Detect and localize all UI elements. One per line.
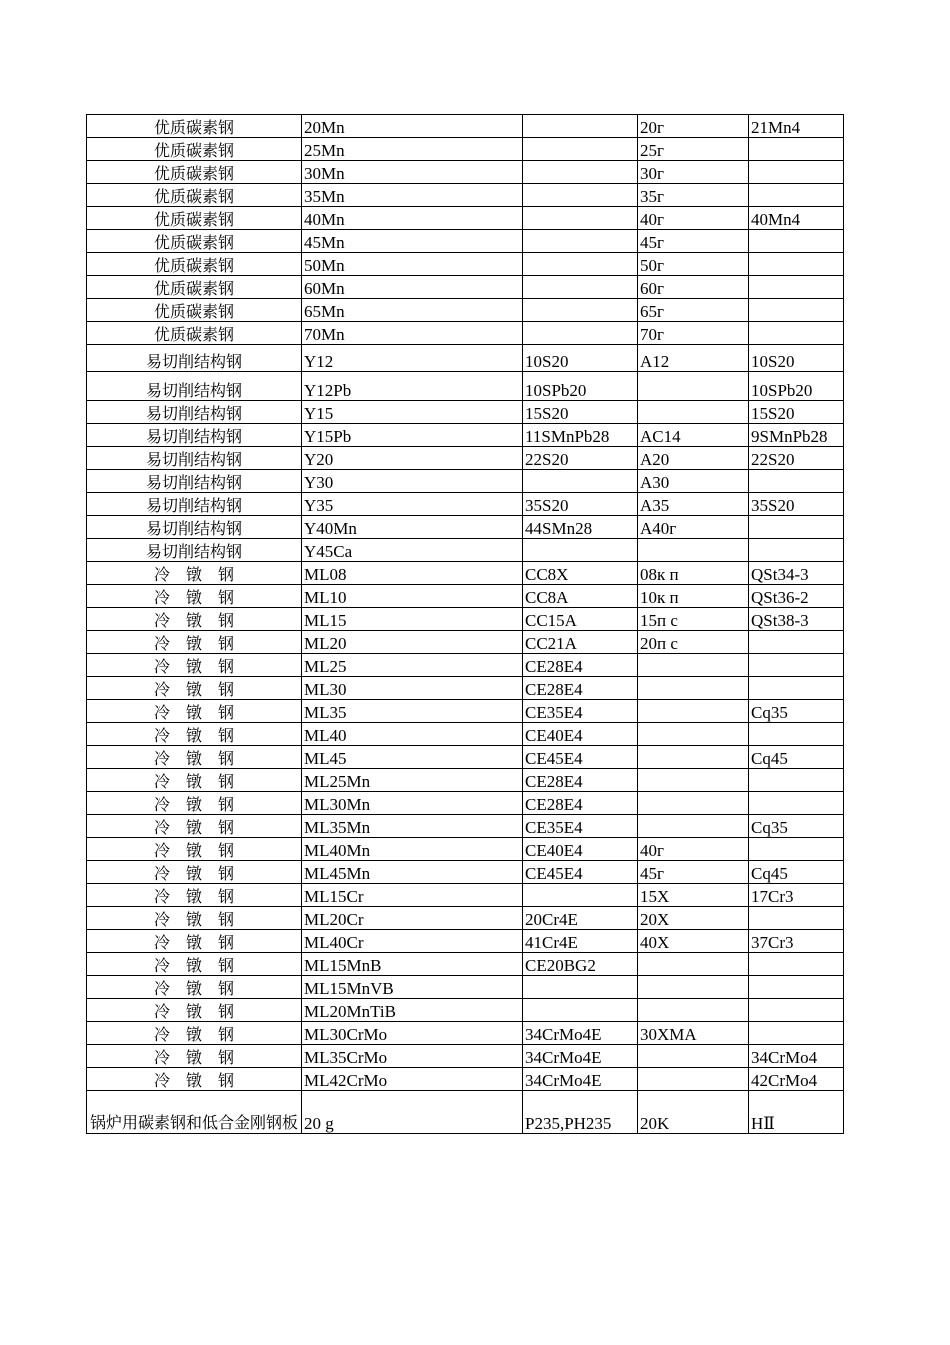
grade-cell-col3: 35г — [638, 184, 749, 207]
grade-cell-col3: A12 — [638, 345, 749, 372]
grade-cell-col4 — [749, 792, 844, 815]
grade-cell-col3: 45г — [638, 861, 749, 884]
grade-cell-col1: 45Mn — [302, 230, 523, 253]
grade-cell-col2 — [523, 976, 638, 999]
grade-cell-col4: 40Mn4 — [749, 207, 844, 230]
grade-cell-col3 — [638, 746, 749, 769]
grade-cell-col4: 21Mn4 — [749, 115, 844, 138]
grade-cell-col2 — [523, 276, 638, 299]
category-cell: 冷 镦 钢 — [87, 838, 302, 861]
grade-cell-col2: 15S20 — [523, 401, 638, 424]
table-row — [87, 585, 844, 608]
grade-cell-col3: 40X — [638, 930, 749, 953]
grade-cell-col1: ML35CrMo — [302, 1045, 523, 1068]
grade-cell-col4 — [749, 976, 844, 999]
grade-cell-col4: Cq35 — [749, 700, 844, 723]
category-cell: 优质碳素钢 — [87, 299, 302, 322]
grade-cell-col1: ML15MnB — [302, 953, 523, 976]
grade-cell-col4: QSt38-3 — [749, 608, 844, 631]
grade-cell-col2: CE20BG2 — [523, 953, 638, 976]
grade-cell-col1: ML20 — [302, 631, 523, 654]
category-cell: 易切削结构钢 — [87, 401, 302, 424]
grade-cell-col4: 35S20 — [749, 493, 844, 516]
grade-cell-col1: 20Mn — [302, 115, 523, 138]
category-cell: 易切削结构钢 — [87, 372, 302, 401]
table-row — [87, 1045, 844, 1068]
grade-cell-col4 — [749, 276, 844, 299]
grade-cell-col3 — [638, 953, 749, 976]
grade-cell-col2: 10SPb20 — [523, 372, 638, 401]
table-row — [87, 723, 844, 746]
grade-cell-col2 — [523, 184, 638, 207]
grade-cell-col1: 40Mn — [302, 207, 523, 230]
table-row — [87, 608, 844, 631]
grade-cell-col1: ML15MnVB — [302, 976, 523, 999]
grade-cell-col1: Y45Ca — [302, 539, 523, 562]
grade-cell-col3: 60г — [638, 276, 749, 299]
category-cell: 冷 镦 钢 — [87, 654, 302, 677]
grade-cell-col4 — [749, 470, 844, 493]
table-row — [87, 161, 844, 184]
grade-cell-col3: 10к п — [638, 585, 749, 608]
grade-cell-col3 — [638, 372, 749, 401]
table-row — [87, 1091, 844, 1134]
table-row — [87, 115, 844, 138]
table-row — [87, 470, 844, 493]
table-row — [87, 184, 844, 207]
grade-cell-col2: 34CrMo4E — [523, 1068, 638, 1091]
category-cell: 易切削结构钢 — [87, 470, 302, 493]
grade-cell-col3: 30XMA — [638, 1022, 749, 1045]
grade-cell-col4 — [749, 999, 844, 1022]
table-row — [87, 447, 844, 470]
grade-cell-col3: 08к п — [638, 562, 749, 585]
grade-cell-col3 — [638, 723, 749, 746]
grade-cell-col1: ML40Mn — [302, 838, 523, 861]
grade-cell-col1: ML08 — [302, 562, 523, 585]
grade-cell-col3 — [638, 1068, 749, 1091]
grade-cell-col1: Y15Pb — [302, 424, 523, 447]
grade-cell-col4 — [749, 677, 844, 700]
grade-cell-col3: 15п с — [638, 608, 749, 631]
grade-cell-col2 — [523, 999, 638, 1022]
grade-cell-col3 — [638, 700, 749, 723]
grade-cell-col4: 37Cr3 — [749, 930, 844, 953]
grade-cell-col3: 20г — [638, 115, 749, 138]
category-cell: 冷 镦 钢 — [87, 907, 302, 930]
category-cell: 冷 镦 钢 — [87, 861, 302, 884]
table-row — [87, 769, 844, 792]
category-cell: 优质碳素钢 — [87, 184, 302, 207]
grade-cell-col3: A40г — [638, 516, 749, 539]
category-cell: 优质碳素钢 — [87, 207, 302, 230]
grade-cell-col3: 15X — [638, 884, 749, 907]
grade-cell-col3: 20п с — [638, 631, 749, 654]
grade-cell-col4: 9SMnPb28 — [749, 424, 844, 447]
grade-cell-col4 — [749, 838, 844, 861]
grade-cell-col1: ML40 — [302, 723, 523, 746]
table-row — [87, 322, 844, 345]
grade-cell-col1: Y35 — [302, 493, 523, 516]
grade-cell-col1: 25Mn — [302, 138, 523, 161]
category-cell: 冷 镦 钢 — [87, 700, 302, 723]
grade-cell-col1: ML25Mn — [302, 769, 523, 792]
table-row — [87, 1022, 844, 1045]
grade-cell-col2 — [523, 253, 638, 276]
grade-cell-col2: 34CrMo4E — [523, 1045, 638, 1068]
category-cell: 冷 镦 钢 — [87, 677, 302, 700]
grade-cell-col3 — [638, 999, 749, 1022]
category-cell: 优质碳素钢 — [87, 322, 302, 345]
category-cell: 易切削结构钢 — [87, 539, 302, 562]
table-row — [87, 401, 844, 424]
grade-cell-col3: A30 — [638, 470, 749, 493]
table-row — [87, 562, 844, 585]
grade-cell-col2: CE28E4 — [523, 792, 638, 815]
grade-cell-col1: Y30 — [302, 470, 523, 493]
grade-cell-col4 — [749, 907, 844, 930]
grade-cell-col4: Cq35 — [749, 815, 844, 838]
grade-cell-col1: 65Mn — [302, 299, 523, 322]
grade-cell-col2: CE28E4 — [523, 654, 638, 677]
table-row — [87, 654, 844, 677]
category-cell: 冷 镦 钢 — [87, 976, 302, 999]
grade-cell-col1: Y12 — [302, 345, 523, 372]
grade-cell-col3: 40г — [638, 207, 749, 230]
grade-cell-col2: CC8A — [523, 585, 638, 608]
table-row — [87, 424, 844, 447]
grade-cell-col3 — [638, 769, 749, 792]
grade-cell-col4: 22S20 — [749, 447, 844, 470]
grade-cell-col4 — [749, 299, 844, 322]
category-cell: 优质碳素钢 — [87, 276, 302, 299]
category-cell: 锅炉用碳素钢和低合金刚钢板 — [87, 1091, 302, 1134]
grade-cell-col3: 65г — [638, 299, 749, 322]
table-row — [87, 539, 844, 562]
grade-cell-col4 — [749, 539, 844, 562]
grade-cell-col2: CE40E4 — [523, 838, 638, 861]
grade-cell-col1: ML42CrMo — [302, 1068, 523, 1091]
grade-cell-col4 — [749, 769, 844, 792]
grade-cell-col1: ML20Cr — [302, 907, 523, 930]
grade-cell-col2: CC15A — [523, 608, 638, 631]
grade-cell-col3 — [638, 815, 749, 838]
grade-cell-col1: 20 g — [302, 1091, 523, 1134]
grade-cell-col4 — [749, 654, 844, 677]
category-cell: 冷 镦 钢 — [87, 1045, 302, 1068]
grade-cell-col3: 70г — [638, 322, 749, 345]
grade-cell-col2 — [523, 539, 638, 562]
grade-cell-col4 — [749, 230, 844, 253]
category-cell: 易切削结构钢 — [87, 493, 302, 516]
grade-cell-col1: ML30 — [302, 677, 523, 700]
category-cell: 优质碳素钢 — [87, 161, 302, 184]
table-row — [87, 930, 844, 953]
table-row — [87, 838, 844, 861]
grade-cell-col4 — [749, 516, 844, 539]
table-row — [87, 953, 844, 976]
grade-cell-col2: CE28E4 — [523, 769, 638, 792]
table-body — [87, 115, 844, 1134]
grade-cell-col3: 50г — [638, 253, 749, 276]
category-cell: 冷 镦 钢 — [87, 884, 302, 907]
grade-cell-col2: 11SMnPb28 — [523, 424, 638, 447]
category-cell: 冷 镦 钢 — [87, 1022, 302, 1045]
grade-cell-col2: 10S20 — [523, 345, 638, 372]
grade-cell-col1: ML25 — [302, 654, 523, 677]
category-cell: 冷 镦 钢 — [87, 815, 302, 838]
grade-cell-col3 — [638, 539, 749, 562]
grade-cell-col1: ML20MnTiB — [302, 999, 523, 1022]
grade-cell-col2: 41Cr4E — [523, 930, 638, 953]
table-row — [87, 907, 844, 930]
grade-cell-col4 — [749, 184, 844, 207]
grade-cell-col2: 22S20 — [523, 447, 638, 470]
grade-cell-col3 — [638, 792, 749, 815]
table-row — [87, 253, 844, 276]
table-row — [87, 861, 844, 884]
grade-cell-col4: 17Cr3 — [749, 884, 844, 907]
category-cell: 冷 镦 钢 — [87, 930, 302, 953]
table-row — [87, 1068, 844, 1091]
grade-cell-col1: 70Mn — [302, 322, 523, 345]
grade-cell-col3 — [638, 654, 749, 677]
category-cell: 冷 镦 钢 — [87, 1068, 302, 1091]
grade-cell-col1: ML30Mn — [302, 792, 523, 815]
grade-cell-col4: Cq45 — [749, 746, 844, 769]
category-cell: 冷 镦 钢 — [87, 723, 302, 746]
category-cell: 优质碳素钢 — [87, 115, 302, 138]
grade-cell-col2 — [523, 322, 638, 345]
table-row — [87, 207, 844, 230]
grade-cell-col2: CE40E4 — [523, 723, 638, 746]
grade-cell-col3: 45г — [638, 230, 749, 253]
category-cell: 冷 镦 钢 — [87, 608, 302, 631]
table-row — [87, 493, 844, 516]
table-row — [87, 976, 844, 999]
grade-cell-col2 — [523, 161, 638, 184]
grade-cell-col2 — [523, 115, 638, 138]
category-cell: 冷 镦 钢 — [87, 562, 302, 585]
grade-cell-col3 — [638, 976, 749, 999]
grade-cell-col1: ML45Mn — [302, 861, 523, 884]
grade-cell-col4 — [749, 953, 844, 976]
grade-cell-col4 — [749, 723, 844, 746]
table-row — [87, 700, 844, 723]
table-row — [87, 999, 844, 1022]
grade-cell-col4 — [749, 161, 844, 184]
category-cell: 易切削结构钢 — [87, 447, 302, 470]
grade-cell-col2: 35S20 — [523, 493, 638, 516]
table-row — [87, 276, 844, 299]
grade-cell-col3 — [638, 1045, 749, 1068]
grade-cell-col3: A20 — [638, 447, 749, 470]
grade-cell-col1: Y40Mn — [302, 516, 523, 539]
grade-cell-col3: 40г — [638, 838, 749, 861]
grade-cell-col1: Y12Pb — [302, 372, 523, 401]
category-cell: 易切削结构钢 — [87, 345, 302, 372]
grade-cell-col2: P235,PH235 — [523, 1091, 638, 1134]
grade-cell-col3: A35 — [638, 493, 749, 516]
grade-cell-col3 — [638, 677, 749, 700]
table-row — [87, 884, 844, 907]
category-cell: 易切削结构钢 — [87, 516, 302, 539]
grade-cell-col2: 44SMn28 — [523, 516, 638, 539]
grade-cell-col2: 34CrMo4E — [523, 1022, 638, 1045]
grade-cell-col1: Y20 — [302, 447, 523, 470]
grade-cell-col2: CE28E4 — [523, 677, 638, 700]
grade-cell-col1: 35Mn — [302, 184, 523, 207]
category-cell: 优质碳素钢 — [87, 230, 302, 253]
grade-cell-col3: 20X — [638, 907, 749, 930]
grade-cell-col4: 10S20 — [749, 345, 844, 372]
grade-cell-col1: ML35 — [302, 700, 523, 723]
table-row — [87, 345, 844, 372]
grade-cell-col4 — [749, 1022, 844, 1045]
category-cell: 易切削结构钢 — [87, 424, 302, 447]
grade-cell-col1: Y15 — [302, 401, 523, 424]
grade-cell-col2: CC21A — [523, 631, 638, 654]
table-row — [87, 792, 844, 815]
grade-cell-col4: HⅡ — [749, 1091, 844, 1134]
table-row — [87, 299, 844, 322]
grade-cell-col1: ML15 — [302, 608, 523, 631]
grade-cell-col2 — [523, 207, 638, 230]
table-row — [87, 677, 844, 700]
category-cell: 冷 镦 钢 — [87, 585, 302, 608]
table-row — [87, 138, 844, 161]
grade-cell-col2: CE45E4 — [523, 746, 638, 769]
grade-cell-col4 — [749, 322, 844, 345]
grade-cell-col2: CE45E4 — [523, 861, 638, 884]
grade-cell-col4: QSt36-2 — [749, 585, 844, 608]
category-cell: 冷 镦 钢 — [87, 746, 302, 769]
grade-cell-col4: 34CrMo4 — [749, 1045, 844, 1068]
table-row — [87, 746, 844, 769]
category-cell: 优质碳素钢 — [87, 253, 302, 276]
grade-cell-col1: ML40Cr — [302, 930, 523, 953]
table-row — [87, 372, 844, 401]
grade-cell-col4: QSt34-3 — [749, 562, 844, 585]
grade-cell-col2: CC8X — [523, 562, 638, 585]
table-row — [87, 631, 844, 654]
grade-cell-col3: 25г — [638, 138, 749, 161]
grade-cell-col1: 50Mn — [302, 253, 523, 276]
category-cell: 冷 镦 钢 — [87, 999, 302, 1022]
category-cell: 冷 镦 钢 — [87, 769, 302, 792]
grade-cell-col1: ML15Cr — [302, 884, 523, 907]
steel-grade-table — [86, 114, 844, 1134]
grade-cell-col2: CE35E4 — [523, 815, 638, 838]
grade-cell-col4 — [749, 631, 844, 654]
grade-cell-col3 — [638, 401, 749, 424]
grade-cell-col2 — [523, 230, 638, 253]
grade-cell-col1: ML30CrMo — [302, 1022, 523, 1045]
grade-cell-col2 — [523, 470, 638, 493]
grade-cell-col4: 10SPb20 — [749, 372, 844, 401]
grade-cell-col3: 30г — [638, 161, 749, 184]
grade-cell-col4: 42CrMo4 — [749, 1068, 844, 1091]
grade-cell-col1: ML10 — [302, 585, 523, 608]
category-cell: 冷 镦 钢 — [87, 953, 302, 976]
category-cell: 冷 镦 钢 — [87, 792, 302, 815]
grade-cell-col2 — [523, 884, 638, 907]
grade-cell-col2: 20Cr4E — [523, 907, 638, 930]
category-cell: 冷 镦 钢 — [87, 631, 302, 654]
grade-cell-col3: 20K — [638, 1091, 749, 1134]
grade-cell-col2 — [523, 138, 638, 161]
grade-cell-col1: 60Mn — [302, 276, 523, 299]
table-row — [87, 230, 844, 253]
grade-cell-col3: AC14 — [638, 424, 749, 447]
grade-cell-col2: CE35E4 — [523, 700, 638, 723]
grade-cell-col1: ML45 — [302, 746, 523, 769]
grade-cell-col4 — [749, 138, 844, 161]
grade-cell-col4: Cq45 — [749, 861, 844, 884]
grade-cell-col1: 30Mn — [302, 161, 523, 184]
grade-cell-col2 — [523, 299, 638, 322]
grade-cell-col1: ML35Mn — [302, 815, 523, 838]
grade-cell-col4 — [749, 253, 844, 276]
table-row — [87, 516, 844, 539]
table-row — [87, 815, 844, 838]
category-cell: 优质碳素钢 — [87, 138, 302, 161]
grade-cell-col4: 15S20 — [749, 401, 844, 424]
